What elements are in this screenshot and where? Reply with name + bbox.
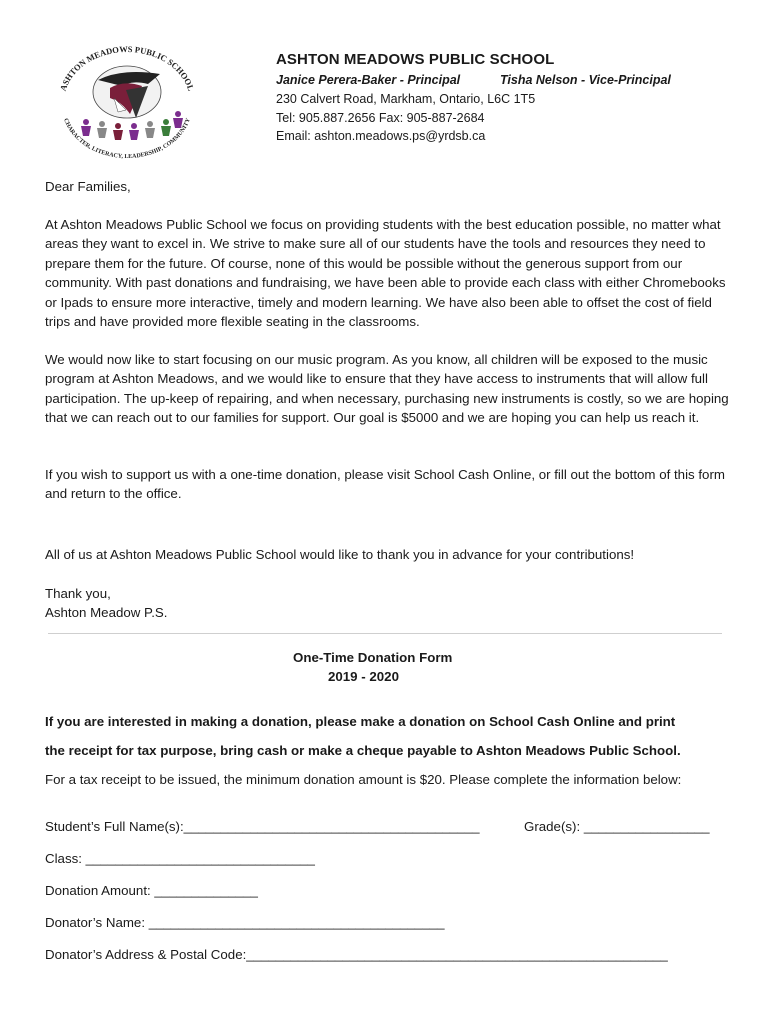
school-logo <box>52 40 202 160</box>
school-email: Email: ashton.meadows.ps@yrdsb.ca <box>276 129 486 143</box>
divider <box>48 633 722 634</box>
student-name-field[interactable]: Student’s Full Name(s):________________________________________ <box>45 819 480 834</box>
letter-paragraph-3: If you wish to support us with a one-time donation, please visit School Cash Online, or fill out the bottom of this form and return to the office. <box>45 467 725 502</box>
form-instructions-line-2: the receipt for tax purpose, bring cash or make a cheque payable to Ashton Meadows Public School. <box>45 743 681 758</box>
form-year: 2019 - 2020 <box>328 669 399 684</box>
form-title: One-Time Donation Form <box>293 650 453 665</box>
letter-paragraph-1: At Ashton Meadows Public School we focus on providing students with the best education possible, no matter what areas they want to excel in. We strive to make sure all of our students have the tools and resources they need to prepare them for the future. Of course, none of this would be possible without the generous support from our community. With past donations and fundraising, we have been able to provide each class with either Chromebooks or Ipads to ensure more interactive, timely and modern learning. We have also been able to offset the cost of field trips and have provided more flexible seating in the classrooms. <box>45 217 726 330</box>
letter-signature: Ashton Meadow P.S. <box>45 605 168 620</box>
form-tax-note: For a tax receipt to be issued, the minimum donation amount is $20. Please complete the information below: <box>45 772 682 787</box>
logo-bottom-text: CHARACTER, LITERACY, LEADERSHIP, COMMUNITY <box>62 117 192 160</box>
grade-field[interactable]: Grade(s): _________________ <box>524 819 710 834</box>
school-name: ASHTON MEADOWS PUBLIC SCHOOL <box>276 51 555 68</box>
class-field[interactable]: Class: _______________________________ <box>45 851 315 866</box>
donator-name-field[interactable]: Donator’s Name: ________________________________________ <box>45 915 445 930</box>
falcon-icon <box>93 66 161 118</box>
school-address: 230 Calvert Road, Markham, Ontario, L6C 1T5 <box>276 92 536 106</box>
school-phone-fax: Tel: 905.887.2656 Fax: 905-887-2684 <box>276 111 485 125</box>
donator-address-field[interactable]: Donator’s Address & Postal Code:_________________________________________________________ <box>45 947 668 962</box>
principal-name: Janice Perera-Baker - Principal <box>276 73 461 87</box>
letter-paragraph-2: We would now like to start focusing on our music program. As you know, all children will be exposed to the music program at Ashton Meadows, and we would like to ensure that they have access to instruments that will allow full participation. The up-keep of repairing, and when necessary, purchasing new instruments is costly, so we are hoping that we can reach out to our families for support. Our goal is $5000 and we are hoping you can help us reach it. <box>45 352 729 426</box>
letter-closing: Thank you, <box>45 586 111 601</box>
vice-principal-name: Tisha Nelson - Vice-Principal <box>500 73 671 87</box>
letter-thanks: All of us at Ashton Meadows Public School would like to thank you in advance for your contributions! <box>45 547 635 562</box>
donation-amount-field[interactable]: Donation Amount: ______________ <box>45 883 258 898</box>
letter-greeting: Dear Families, <box>45 179 131 194</box>
form-instructions-line-1: If you are interested in making a donation, please make a donation on School Cash Online and print <box>45 714 676 729</box>
logo-top-text: ASHTON MEADOWS PUBLIC SCHOOL <box>57 43 197 93</box>
